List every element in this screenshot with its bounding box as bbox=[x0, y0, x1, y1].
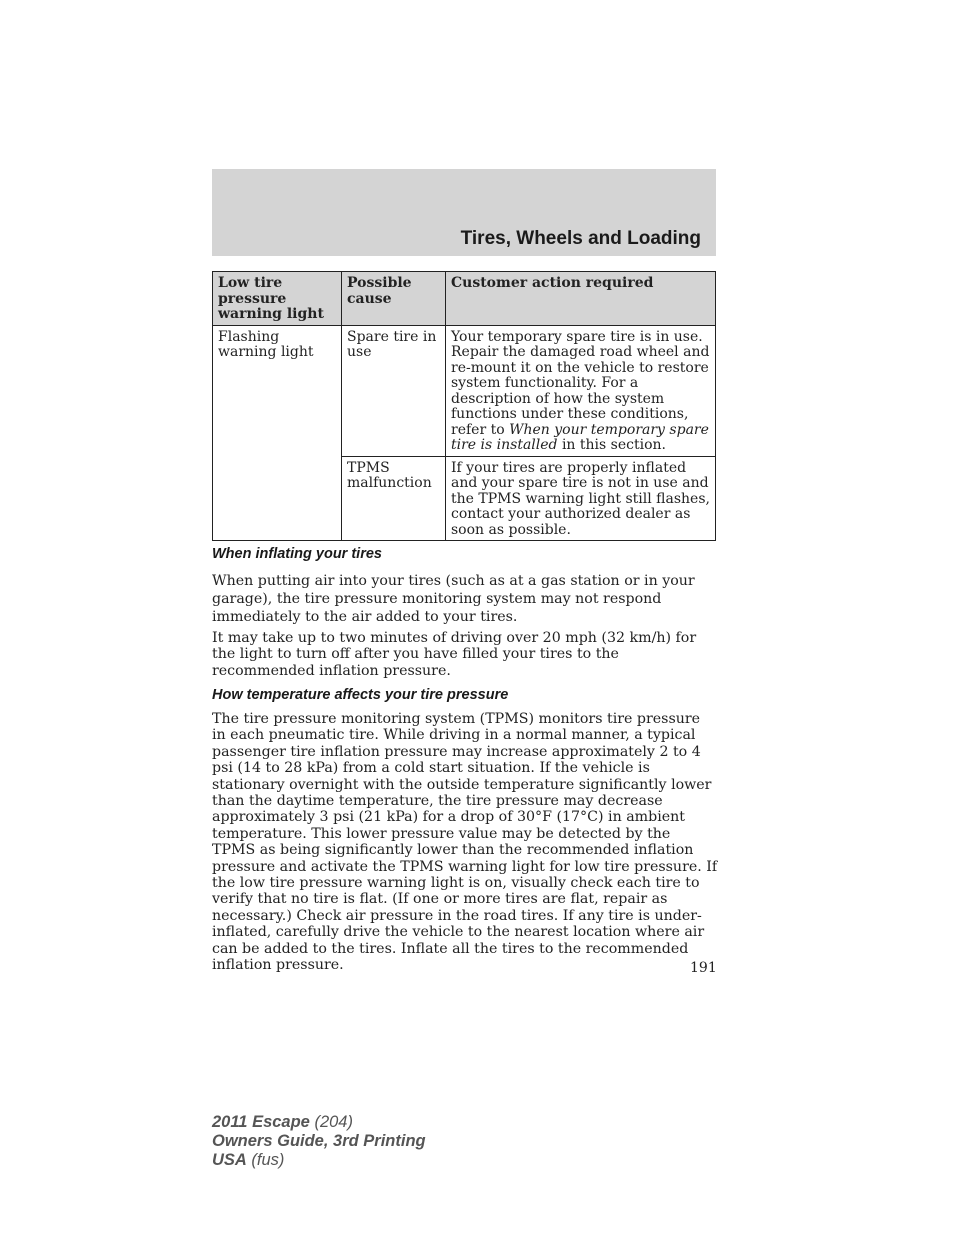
cell-action: If your tires are properly inflated and your spare tire is not in use and the TPMS warning light still flashes, contact your authorized dealer as soon as possible. bbox=[446, 456, 716, 541]
column-header-cause: Possible cause bbox=[342, 272, 446, 326]
action-text-end: in this section. bbox=[557, 437, 666, 453]
paragraph-inflating-1: When putting air into your tires (such as at a gas station or in your garage), the tire pressure monitoring system may not respond immediately to the air added to your tires. bbox=[212, 573, 695, 625]
cell-light: Flashing warning light bbox=[213, 325, 342, 541]
footer-line-region bbox=[212, 1151, 426, 1170]
footer-code: (204) bbox=[309, 1113, 353, 1131]
footer-model: 2011 Escape bbox=[212, 1113, 310, 1131]
footer-line-guide bbox=[212, 1132, 426, 1151]
table-row bbox=[213, 325, 716, 456]
footer-region: USA bbox=[212, 1151, 247, 1169]
heading-inflating: When inflating your tires bbox=[212, 546, 382, 562]
paragraph-temperature: The tire pressure monitoring system (TPMS) monitors tire pressure in each pneumatic tire. While driving in a normal manner, a typical passenger tire inflation pressure may increase approximately 2 to 4 psi (14 to 28 kPa) from a cold start situation. If the vehicle is stationary overnight with the outside temperature significantly lower than the daytime temperature, the tire pressure may decrease approximately 3 psi (21 kPa) for a drop of 30°F (17°C) in ambient temperature. This lower pressure value may be detected by the TPMS as being significantly lower than the recommended inflation pressure and activate the TPMS warning light for low tire pressure. If the low tire pressure warning light is on, visually check each tire to verify that no tire is flat. (If one or more tires are flat, repair as necessary.) Check air pressure in the road tires. If any tire is under-inflated, carefully drive the vehicle to the nearest location where air can be added to the tires. Inflate all the tires to the recommended inflation pressure. bbox=[212, 711, 718, 974]
action-reference: When your temporary spare tire is installed bbox=[451, 421, 709, 453]
heading-temperature: How temperature affects your tire pressure bbox=[212, 687, 509, 703]
column-header-light: Low tire pressure warning light bbox=[213, 272, 342, 326]
footer-line-model bbox=[212, 1113, 426, 1132]
cell-action bbox=[446, 325, 716, 456]
cell-cause: TPMS malfunction bbox=[342, 456, 446, 541]
paragraph-inflating-2: It may take up to two minutes of driving over 20 mph (32 km/h) for the light to turn off after you have filled your tires to the recommended inflation pressure. bbox=[212, 630, 697, 679]
section-header-band bbox=[212, 169, 716, 256]
document-footer bbox=[212, 1113, 426, 1170]
page-number: 191 bbox=[690, 960, 717, 976]
section-title: Tires, Wheels and Loading bbox=[460, 228, 701, 249]
footer-guide: Owners Guide, 3rd Printing bbox=[212, 1132, 426, 1150]
action-text: Your temporary spare tire is in use. Repair the damaged road wheel and re-mount it on the vehicle to restore system functionality. For a description of how the system functions under these conditions, refer to bbox=[451, 328, 710, 438]
cell-cause: Spare tire in use bbox=[342, 325, 446, 456]
column-header-action: Customer action required bbox=[446, 272, 716, 326]
warning-light-table bbox=[212, 271, 716, 541]
table-header-row bbox=[213, 272, 716, 326]
footer-region-code: (fus) bbox=[246, 1151, 285, 1169]
